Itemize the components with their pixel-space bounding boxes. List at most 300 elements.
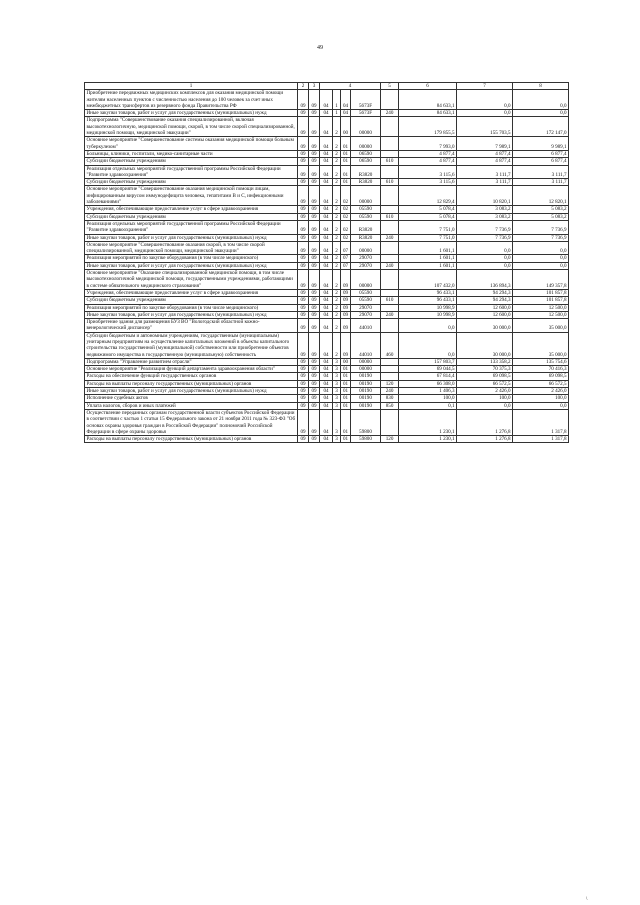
row-subprogram: 3	[333, 366, 341, 373]
row-amount-year2: 0,0	[457, 402, 513, 409]
row-ministry: 09	[298, 179, 309, 186]
row-subsection-program: 04	[320, 262, 333, 269]
row-subsection-program: 04	[320, 395, 333, 402]
row-ministry: 09	[298, 366, 309, 373]
row-section: 09	[309, 137, 320, 151]
row-ministry: 09	[298, 255, 309, 262]
row-expense-type: 240	[381, 388, 399, 395]
row-subsection-program: 04	[320, 366, 333, 373]
row-ministry: 09	[298, 110, 309, 117]
row-activity: 02	[341, 234, 351, 241]
row-expense-type: 830	[381, 395, 399, 402]
budget-table	[84, 82, 569, 443]
row-activity: 02	[341, 213, 351, 220]
row-amount-year1: 100,0	[399, 395, 457, 402]
row-amount-year2: 7 736,9	[457, 220, 513, 234]
row-amount-year1: 84 633,1	[399, 110, 457, 117]
row-direction: 00000	[351, 117, 381, 137]
row-subprogram: 2	[333, 304, 341, 311]
row-expense-type: 240	[381, 110, 399, 117]
row-name: Приобретение передвижных медицинских комплексов для оказания медицинской помощи жителям населенных пунктов с численностью населения до 100 человек за счет иных межбюджетных трансфертов из резервного фонда Правительства РФ	[85, 90, 298, 110]
row-direction: 5673F	[351, 90, 381, 110]
row-activity: 01	[341, 380, 351, 387]
row-section: 09	[309, 436, 320, 443]
row-subprogram: 2	[333, 332, 341, 358]
row-section: 09	[309, 158, 320, 165]
row-section: 09	[309, 380, 320, 387]
row-amount-year3: 35 000,0	[513, 319, 569, 333]
row-amount-year2: 100,0	[457, 395, 513, 402]
table-row	[85, 311, 569, 318]
row-activity: 01	[341, 373, 351, 380]
row-direction: 59800	[351, 409, 381, 435]
row-name: Подпрограмма "Совершенствование оказания специализированной, включая высокотехнологичную, медицинской помощи, скорой, в том числе скорой специализированной, медицинской помощи, медицинской эвакуации"	[85, 117, 298, 137]
row-expense-type	[381, 358, 399, 365]
row-amount-year3: 0,0	[513, 90, 569, 110]
row-direction: 05590	[351, 289, 381, 296]
row-subsection-program: 04	[320, 319, 333, 333]
row-activity: 02	[341, 206, 351, 213]
row-subsection-program: 04	[320, 158, 333, 165]
row-amount-year1: 3 115,6	[399, 179, 457, 186]
row-section: 09	[309, 366, 320, 373]
row-ministry: 09	[298, 117, 309, 137]
row-direction: 05590	[351, 297, 381, 304]
row-name: Учреждения, обеспечивающие предоставление услуг в сфере здравоохранения	[85, 289, 298, 296]
row-ministry: 09	[298, 311, 309, 318]
row-direction: 05590	[351, 206, 381, 213]
header-cell: 7	[457, 83, 513, 90]
header-cell: 4	[320, 83, 381, 90]
row-activity: 01	[341, 409, 351, 435]
row-section: 09	[309, 373, 320, 380]
row-activity: 09	[341, 270, 351, 290]
row-direction: 00000	[351, 186, 381, 206]
row-direction: R3820	[351, 234, 381, 241]
row-subprogram: 3	[333, 402, 341, 409]
row-ministry: 09	[298, 150, 309, 157]
row-expense-type: 240	[381, 311, 399, 318]
row-expense-type	[381, 206, 399, 213]
row-amount-year2: 7 989,1	[457, 137, 513, 151]
row-subsection-program: 04	[320, 213, 333, 220]
row-subprogram: 2	[333, 270, 341, 290]
row-name: Расходы на выплаты персоналу государственных (муниципальных) органов	[85, 436, 298, 443]
row-ministry: 09	[298, 395, 309, 402]
row-subsection-program: 04	[320, 373, 333, 380]
row-subsection-program: 04	[320, 234, 333, 241]
row-direction: 06590	[351, 158, 381, 165]
row-subprogram: 2	[333, 262, 341, 269]
row-direction: 00000	[351, 137, 381, 151]
row-amount-year2: 3 111,7	[457, 179, 513, 186]
row-activity: 01	[341, 158, 351, 165]
row-amount-year3: 0,0	[513, 110, 569, 117]
row-amount-year2: 0,0	[457, 241, 513, 255]
row-activity: 09	[341, 319, 351, 333]
row-direction: 06590	[351, 150, 381, 157]
row-activity: 01	[341, 150, 351, 157]
header-cell: 5	[381, 83, 399, 90]
row-subsection-program: 04	[320, 117, 333, 137]
row-amount-year2: 69 098,5	[457, 373, 513, 380]
header-cell: 1	[85, 83, 298, 90]
row-expense-type	[381, 150, 399, 157]
table-row	[85, 241, 569, 255]
table-row	[85, 436, 569, 443]
row-amount-year2: 0,0	[457, 90, 513, 110]
row-activity: 09	[341, 289, 351, 296]
row-ministry: 09	[298, 213, 309, 220]
row-expense-type: 120	[381, 380, 399, 387]
row-amount-year1: 1 230,1	[399, 409, 457, 435]
row-name: Субсидии бюджетным и автономным учреждениям, государственным (муниципальным) унитарным предприятиям на осуществление капитальных вложений в объекты капитального строительства государственной (муниципальной) собственности или приобретение объектов недвижимого имущества в государственную (муниципальную) собственность	[85, 332, 298, 358]
row-section: 09	[309, 388, 320, 395]
row-name: Иные закупки товаров, работ и услуг для государственных (муниципальных) нужд	[85, 110, 298, 117]
row-amount-year2: 3 083,2	[457, 213, 513, 220]
row-name: Учреждения, обеспечивающие предоставление услуг в сфере здравоохранения	[85, 206, 298, 213]
row-direction: 29070	[351, 255, 381, 262]
row-subprogram: 2	[333, 297, 341, 304]
row-ministry: 09	[298, 373, 309, 380]
row-expense-type	[381, 304, 399, 311]
row-amount-year2: 12 600,0	[457, 311, 513, 318]
row-direction: R3820	[351, 220, 381, 234]
row-section: 09	[309, 117, 320, 137]
row-name: Реализация мероприятий по закупке оборудования (в том числе медицинского)	[85, 304, 298, 311]
row-expense-type	[381, 117, 399, 137]
row-subprogram: 3	[333, 380, 341, 387]
row-ministry: 09	[298, 409, 309, 435]
row-expense-type: 850	[381, 402, 399, 409]
row-section: 09	[309, 220, 320, 234]
row-activity: 01	[341, 165, 351, 179]
row-amount-year3: 135 754,6	[513, 358, 569, 365]
row-activity: 01	[341, 179, 351, 186]
table-row	[85, 213, 569, 220]
row-subsection-program: 04	[320, 332, 333, 358]
row-amount-year3: 101 857,8	[513, 297, 569, 304]
row-amount-year3: 101 857,8	[513, 289, 569, 296]
row-subprogram: 2	[333, 150, 341, 157]
table-row	[85, 165, 569, 179]
row-subsection-program: 04	[320, 358, 333, 365]
row-section: 09	[309, 165, 320, 179]
row-name: Иные закупки товаров, работ и услуг для государственных (муниципальных) нужд	[85, 388, 298, 395]
row-name: Основное мероприятие "Совершенствование системы оказания медицинской помощи больным туберкулезом"	[85, 137, 298, 151]
row-amount-year3: 5 083,2	[513, 206, 569, 213]
row-activity: 09	[341, 332, 351, 358]
row-activity: 07	[341, 255, 351, 262]
row-subprogram: 3	[333, 373, 341, 380]
row-subprogram: 3	[333, 388, 341, 395]
row-subsection-program: 04	[320, 409, 333, 435]
row-amount-year3: 35 000,0	[513, 332, 569, 358]
row-subprogram: 2	[333, 311, 341, 318]
row-expense-type	[381, 270, 399, 290]
row-amount-year1: 96 433,1	[399, 297, 457, 304]
row-name: Субсидии бюджетным учреждениям	[85, 179, 298, 186]
row-amount-year2: 1 276,8	[457, 436, 513, 443]
row-activity: 09	[341, 311, 351, 318]
row-direction: 29070	[351, 311, 381, 318]
header-cell: 8	[513, 83, 569, 90]
row-subprogram: 2	[333, 220, 341, 234]
table-row	[85, 270, 569, 290]
row-subprogram: 2	[333, 319, 341, 333]
row-amount-year2: 133 358,2	[457, 358, 513, 365]
row-expense-type	[381, 90, 399, 110]
row-amount-year2: 70 375,3	[457, 366, 513, 373]
row-name: Основное мероприятие "Реализация функций департамента здравоохранения области"	[85, 366, 298, 373]
row-activity: 09	[341, 304, 351, 311]
row-amount-year1: 69 044,5	[399, 366, 457, 373]
row-amount-year3: 3 111,7	[513, 179, 569, 186]
table-row	[85, 206, 569, 213]
row-subprogram: 2	[333, 289, 341, 296]
row-amount-year3: 149 357,8	[513, 270, 569, 290]
row-ministry: 09	[298, 206, 309, 213]
row-amount-year3: 5 083,2	[513, 213, 569, 220]
row-activity: 02	[341, 220, 351, 234]
row-subsection-program: 04	[320, 380, 333, 387]
row-amount-year3: 172 147,0	[513, 117, 569, 137]
row-expense-type: 460	[381, 332, 399, 358]
row-direction: 00190	[351, 373, 381, 380]
row-activity: 01	[341, 436, 351, 443]
row-amount-year1: 0,0	[399, 332, 457, 358]
row-activity: 00	[341, 358, 351, 365]
row-section: 09	[309, 234, 320, 241]
row-section: 09	[309, 332, 320, 358]
row-amount-year1: 0,1	[399, 402, 457, 409]
table-row	[85, 90, 569, 110]
row-amount-year2: 136 894,3	[457, 270, 513, 290]
row-direction: 00190	[351, 402, 381, 409]
row-ministry: 09	[298, 380, 309, 387]
page-corner-mark: \	[586, 897, 588, 902]
row-amount-year1: 1 406,3	[399, 388, 457, 395]
row-activity: 01	[341, 366, 351, 373]
row-name: Исполнение судебных актов	[85, 395, 298, 402]
row-expense-type: 120	[381, 436, 399, 443]
row-amount-year2: 1 276,8	[457, 409, 513, 435]
row-section: 09	[309, 241, 320, 255]
row-direction: R3820	[351, 179, 381, 186]
row-name: Осуществление переданных органам государственной власти субъектов Российской Федерации в соответствии с частью 1 статьи 15 Федерального закона от 21 ноября 2011 года № 323-ФЗ "Об основах охраны здоровья граждан в Российской Федерации" полномочий Российской Федерации в сфере охраны здоровья	[85, 409, 298, 435]
row-amount-year1: 66 308,0	[399, 380, 457, 387]
table-row	[85, 358, 569, 365]
row-ministry: 09	[298, 90, 309, 110]
row-subsection-program: 04	[320, 186, 333, 206]
row-amount-year1: 179 855,5	[399, 117, 457, 137]
row-ministry: 09	[298, 304, 309, 311]
row-subprogram: 3	[333, 436, 341, 443]
row-ministry: 09	[298, 234, 309, 241]
row-amount-year3: 7 736,9	[513, 220, 569, 234]
row-name: Реализация отдельных мероприятий государственной программы Российской Федерации "Развитие здравоохранения"	[85, 220, 298, 234]
row-section: 09	[309, 358, 320, 365]
row-name: Основное мероприятие "Оказание специализированной медицинской помощи, в том числе высокотехнологичной медицинской помощи, государственными учреждениями, работающими в системе обязательного медицинского страхования"	[85, 270, 298, 290]
row-ministry: 09	[298, 262, 309, 269]
row-expense-type: 610	[381, 179, 399, 186]
row-direction: 05590	[351, 213, 381, 220]
table-row	[85, 409, 569, 435]
row-section: 09	[309, 186, 320, 206]
row-amount-year2: 7 736,9	[457, 234, 513, 241]
row-amount-year3: 0,0	[513, 262, 569, 269]
row-section: 09	[309, 179, 320, 186]
row-section: 09	[309, 110, 320, 117]
row-subsection-program: 04	[320, 311, 333, 318]
row-name: Реализация отдельных мероприятий государственной программы Российской Федерации "Развитие здравоохранения"	[85, 165, 298, 179]
row-subprogram: 2	[333, 137, 341, 151]
row-amount-year1: 96 433,1	[399, 289, 457, 296]
row-amount-year2: 30 000,0	[457, 319, 513, 333]
row-name: Субсидии бюджетным учреждениям	[85, 158, 298, 165]
row-amount-year1: 10 998,9	[399, 304, 457, 311]
row-ministry: 09	[298, 332, 309, 358]
row-amount-year3: 12 820,1	[513, 186, 569, 206]
table-header-row	[85, 83, 569, 90]
row-expense-type	[381, 409, 399, 435]
row-activity: 09	[341, 297, 351, 304]
row-direction: 59800	[351, 436, 381, 443]
row-name: Субсидии бюджетным учреждениям	[85, 297, 298, 304]
row-amount-year3: 0,0	[513, 255, 569, 262]
row-amount-year1: 107 432,0	[399, 270, 457, 290]
row-expense-type	[381, 289, 399, 296]
row-ministry: 09	[298, 436, 309, 443]
row-amount-year1: 1 230,1	[399, 436, 457, 443]
row-subsection-program: 04	[320, 388, 333, 395]
row-subsection-program: 04	[320, 436, 333, 443]
row-activity: 01	[341, 395, 351, 402]
row-name: Больницы, клиники, госпитали, медико-санитарные части	[85, 150, 298, 157]
row-activity: 00	[341, 117, 351, 137]
row-subsection-program: 04	[320, 90, 333, 110]
row-amount-year1: 5 078,4	[399, 206, 457, 213]
row-expense-type	[381, 255, 399, 262]
row-amount-year2: 94 294,3	[457, 297, 513, 304]
row-amount-year2: 4 877,4	[457, 158, 513, 165]
row-amount-year3: 6 877,4	[513, 158, 569, 165]
row-subsection-program: 04	[320, 270, 333, 290]
row-expense-type	[381, 186, 399, 206]
row-name: Уплата налогов, сборов и иных платежей	[85, 402, 298, 409]
row-subsection-program: 04	[320, 304, 333, 311]
row-subprogram: 2	[333, 255, 341, 262]
row-ministry: 09	[298, 289, 309, 296]
row-subsection-program: 04	[320, 110, 333, 117]
row-subsection-program: 04	[320, 289, 333, 296]
row-subsection-program: 04	[320, 402, 333, 409]
row-amount-year2: 30 000,0	[457, 332, 513, 358]
row-section: 09	[309, 213, 320, 220]
row-name: Приобретение здания для размещения БУЗ ВО "Вологодский областной кожно-венерологический диспансер"	[85, 319, 298, 333]
row-direction: 00000	[351, 358, 381, 365]
row-subprogram: 1	[333, 110, 341, 117]
table-row	[85, 158, 569, 165]
table-row	[85, 234, 569, 241]
row-section: 09	[309, 150, 320, 157]
row-amount-year3: 12 500,0	[513, 304, 569, 311]
row-ministry: 09	[298, 241, 309, 255]
row-amount-year1: 7 751,0	[399, 234, 457, 241]
row-subprogram: 2	[333, 241, 341, 255]
row-amount-year2: 0,0	[457, 255, 513, 262]
row-direction: 29070	[351, 304, 381, 311]
row-expense-type	[381, 165, 399, 179]
row-amount-year2: 3 111,7	[457, 165, 513, 179]
row-ministry: 09	[298, 319, 309, 333]
row-activity: 04	[341, 90, 351, 110]
row-name: Иные закупки товаров, работ и услуг для государственных (муниципальных) нужд	[85, 262, 298, 269]
row-section: 09	[309, 206, 320, 213]
row-amount-year3: 0,0	[513, 402, 569, 409]
row-ministry: 09	[298, 297, 309, 304]
row-expense-type	[381, 373, 399, 380]
row-activity: 07	[341, 241, 351, 255]
row-amount-year3: 0,0	[513, 241, 569, 255]
row-subsection-program: 04	[320, 179, 333, 186]
row-section: 09	[309, 255, 320, 262]
row-direction: 00000	[351, 241, 381, 255]
row-subprogram: 3	[333, 409, 341, 435]
row-expense-type: 610	[381, 213, 399, 220]
table-row	[85, 289, 569, 296]
row-name: Основное мероприятие "Совершенствование оказания медицинской помощи лицам, инфицированным вирусом иммунодефицита человека, гепатитами B и C, инфекционными заболеваниями"	[85, 186, 298, 206]
row-section: 09	[309, 319, 320, 333]
table-row	[85, 388, 569, 395]
row-name: Основное мероприятие "Совершенствование оказания скорой, в том числе скорой специализированной, медицинской помощи, медицинской эвакуации"	[85, 241, 298, 255]
row-activity: 01	[341, 137, 351, 151]
header-cell: 2	[298, 83, 309, 90]
row-amount-year1: 12 829,4	[399, 186, 457, 206]
row-name: Иные закупки товаров, работ и услуг для государственных (муниципальных) нужд	[85, 311, 298, 318]
row-expense-type	[381, 319, 399, 333]
table-row	[85, 117, 569, 137]
row-name: Расходы на выплаты персоналу государственных (муниципальных) органов	[85, 380, 298, 387]
row-amount-year1: 7 751,0	[399, 220, 457, 234]
row-subsection-program: 04	[320, 206, 333, 213]
row-amount-year3: 100,0	[513, 395, 569, 402]
row-amount-year3: 12 500,0	[513, 311, 569, 318]
row-expense-type: 610	[381, 297, 399, 304]
row-ministry: 09	[298, 186, 309, 206]
row-ministry: 09	[298, 165, 309, 179]
row-subprogram: 2	[333, 179, 341, 186]
row-subsection-program: 04	[320, 165, 333, 179]
row-subsection-program: 04	[320, 297, 333, 304]
row-subprogram: 3	[333, 358, 341, 365]
row-amount-year2: 12 600,0	[457, 304, 513, 311]
row-ministry: 09	[298, 220, 309, 234]
row-amount-year3: 1 317,8	[513, 409, 569, 435]
row-amount-year3: 66 572,5	[513, 380, 569, 387]
row-amount-year1: 0,0	[399, 319, 457, 333]
row-amount-year1: 1 601,1	[399, 241, 457, 255]
row-subprogram: 2	[333, 186, 341, 206]
row-subprogram: 2	[333, 158, 341, 165]
row-expense-type	[381, 220, 399, 234]
table-row	[85, 373, 569, 380]
page-number: 49	[317, 45, 323, 51]
row-amount-year2: 2 426,0	[457, 388, 513, 395]
row-subprogram: 2	[333, 117, 341, 137]
row-section: 09	[309, 304, 320, 311]
row-section: 09	[309, 395, 320, 402]
